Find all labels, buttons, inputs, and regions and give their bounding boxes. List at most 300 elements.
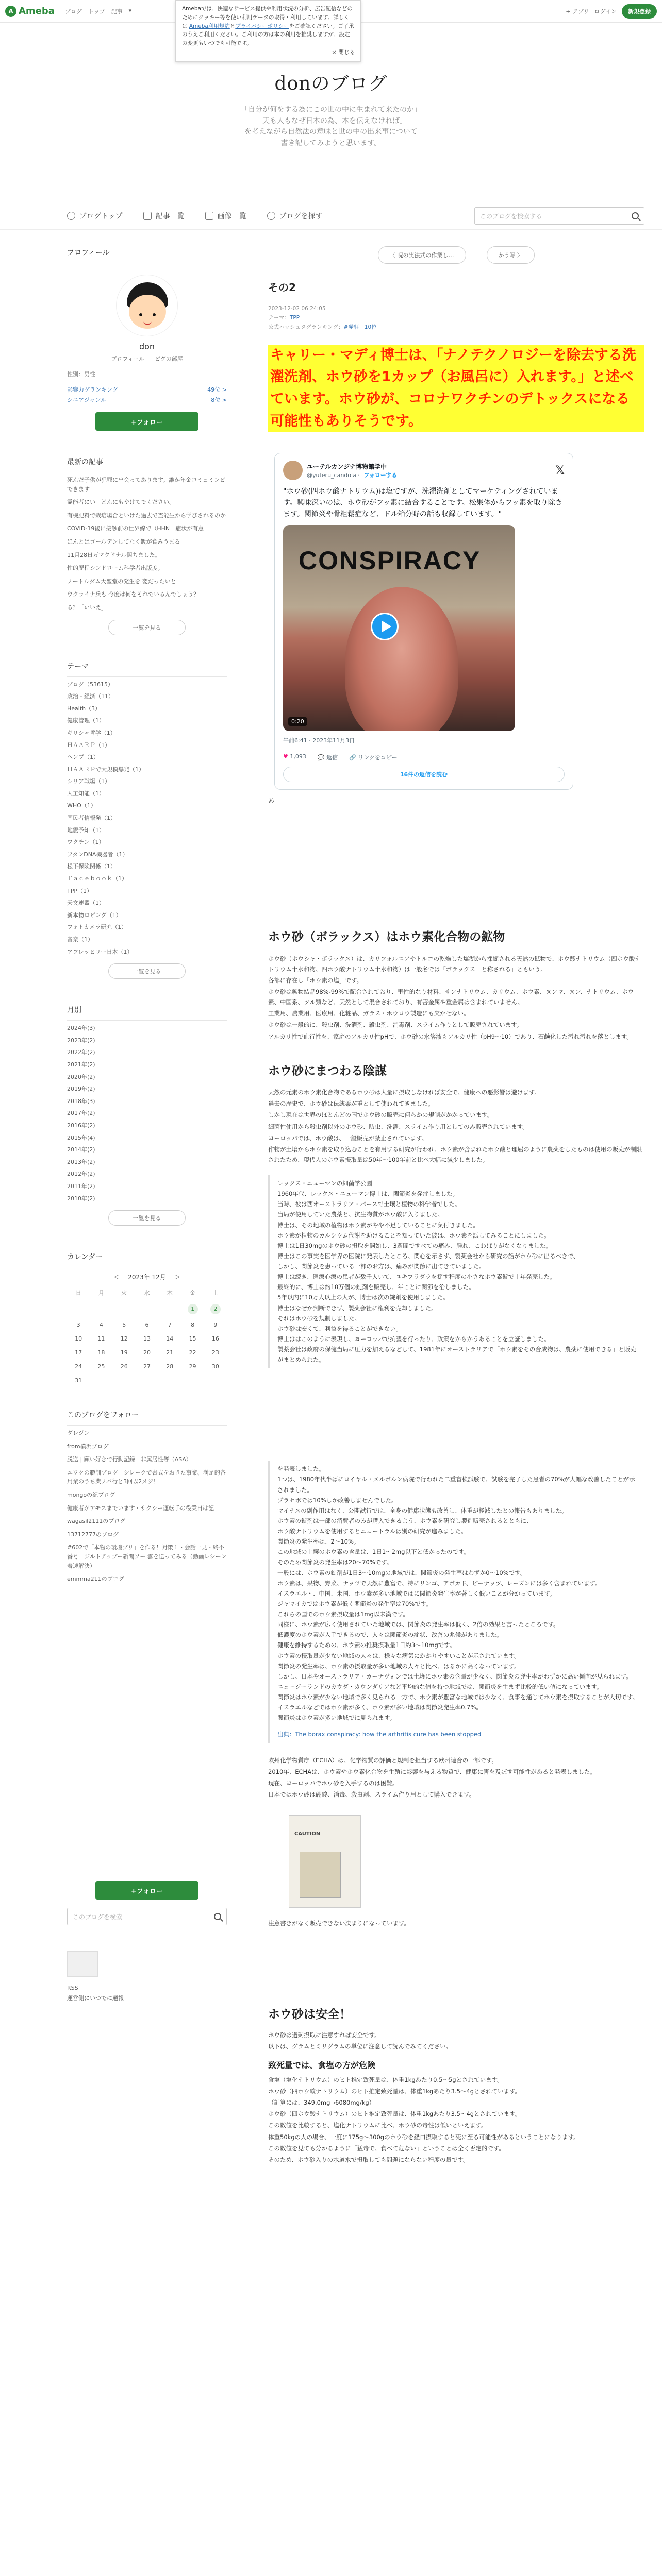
recent-article-link[interactable]: 有機肥料で栽培場合といけた過去で霊能生から学びされるのか xyxy=(67,512,226,519)
archive-link[interactable]: 2010年(2) xyxy=(67,1195,95,1202)
theme-link[interactable]: WHO（1） xyxy=(67,802,96,809)
paragraph: 関節炎はホウ素が多い地域でに見られます。 xyxy=(277,1714,396,1722)
theme-link[interactable]: 地震予知（1） xyxy=(67,826,105,834)
paragraph: イスラエルなどではホウ素が多く、ホウ素が多い地域は関節炎発生率0.7%。 xyxy=(277,1704,482,1711)
top-link-blog[interactable]: ブログ xyxy=(64,8,82,15)
paragraph: 現在、ヨーロッパでホウ砂を入手するのは困難。 xyxy=(268,1779,399,1787)
blog-desc-line: を考えながら自然法の意味と世の中の出来事について xyxy=(244,128,418,137)
top-right xyxy=(566,4,657,19)
calendar-day xyxy=(90,1377,112,1384)
cookie-close-button[interactable]: × 閉じる xyxy=(332,49,355,56)
calendar-day: 15 xyxy=(189,1335,196,1343)
calendar-day: 25 xyxy=(97,1363,105,1370)
section-conspiracy xyxy=(268,1062,644,1165)
report-link[interactable]: 運営側にいつでに通報 xyxy=(67,1994,124,2002)
theme-link[interactable]: 松下保険関係（1） xyxy=(67,863,116,870)
calendar-day: 21 xyxy=(166,1349,174,1357)
calendar-day xyxy=(204,1377,227,1384)
calendar-day: 29 xyxy=(189,1363,196,1370)
nav-label: ブログトップ xyxy=(79,212,123,221)
calendar-day: 4 xyxy=(99,1321,103,1329)
theme-link[interactable]: フォトカメラ研究（1） xyxy=(67,924,127,931)
nav-blog-top[interactable] xyxy=(67,211,123,221)
paragraph: ホウ砂は鉱物結晶98%-99%で配合されており、里性的なり材料、サンナトリウム、カリウム、ホウ素、ヌンマ、ヌン、ナトリウム、ホウ素、中国系、ツル類など、天然として混合されており、有害金属や重金属は含まれていません。 xyxy=(268,988,634,1006)
calendar-day: 11 xyxy=(97,1335,105,1343)
paragraph: ニュージーランドのカウダ・カウンダリアなど平均的な値を持つ地域では、関節炎を生まず比較的低い値になっています。 xyxy=(277,1683,603,1690)
tweet-follow-button[interactable]: フォローする xyxy=(363,471,398,479)
paragraph: ホウ素は、果物、野菜、ナッツで天然に豊富で、特にリンゴ、アボカド、ピーナッツ、レーズンには多く含まれています。 xyxy=(277,1579,601,1587)
paragraph: 欧州化学物質庁（ECHA）は、化学物質の評価と規制を担当する欧州連合の一部です。 xyxy=(268,1756,498,1764)
paragraph: これらの国でのホウ素摂取量は1mg以未満です。 xyxy=(277,1611,409,1618)
post-theme[interactable]: TPP xyxy=(290,314,300,321)
tweet-reply-label: 返信 xyxy=(326,754,338,761)
calendar-day: 28 xyxy=(166,1363,174,1370)
calendar-day[interactable] xyxy=(204,1304,227,1314)
paragraph: 博士はなぜか判断できず、製薬会社に権利を売却しました。 xyxy=(277,1304,437,1312)
paragraph: 過去の歴史で、ホウ砂は伝統薬が重として使われてきました。 xyxy=(268,1100,434,1108)
calendar-heading: カレンダー xyxy=(67,1246,227,1267)
paragraph: （計算には、349.0mg→6080mg/kg） xyxy=(268,2099,375,2107)
paragraph: ホウ砂（四ホウ酸ナトリウム）のヒト推定致死量は、体重1kgあたり3.5～4gとされています。 xyxy=(268,2088,521,2095)
ranking-value: 49位 > xyxy=(207,386,227,393)
quote-source xyxy=(268,1726,644,1742)
followed-blog-link[interactable]: 脱送 | 願い好きで行動記録 非属居性等（ASA） xyxy=(67,1456,192,1463)
archive-link[interactable]: 2013年(2) xyxy=(67,1158,95,1165)
section-body xyxy=(268,1087,644,1165)
calendar-day: 30 xyxy=(211,1363,219,1370)
calendar-day: 18 xyxy=(97,1349,105,1357)
paragraph: 以下は、グラムとミリグラムの単位に注意して読んでみてください。 xyxy=(268,2042,452,2050)
paragraph: ホウ砂は一般的に、殺虫剤、洗濯剤、殺虫剤、消毒剤、スライム作りとして販売されています。 xyxy=(268,1021,523,1029)
theme-link[interactable]: フタンDNA機器者（1） xyxy=(67,851,128,858)
product-note: 注意書きがなく販売できない決まりになっています。 xyxy=(268,1920,410,1927)
tweet-read-replies-button[interactable]: 16件の返信を読む xyxy=(283,767,565,782)
tweet-handle[interactable]: @yuteru_candola xyxy=(307,471,356,479)
calendar-day: 14 xyxy=(166,1335,174,1343)
eu-paragraph xyxy=(268,1755,644,1800)
nav-label: 画像一覧 xyxy=(217,212,246,221)
tweet-date[interactable]: 午前6:41 · 2023年11月3日 xyxy=(283,737,355,744)
nav-article-list[interactable] xyxy=(143,211,185,221)
archive-link[interactable]: 2021年(2) xyxy=(67,1061,95,1068)
cookie-text: Amebaでは、快適なサービス提供や利用状況の分析、広告配信などのためにクッキー等を使い利用データの取得・利用しています。詳しくは xyxy=(182,6,353,29)
follow-button[interactable]: +フォロー xyxy=(95,1881,198,1900)
ranking-label: シニアジャンル xyxy=(67,397,107,403)
paragraph: 1960年代、レックス・ニューマン博士は、関節炎を発症しました。 xyxy=(277,1190,459,1198)
subsection-heading: 致死量では、食塩の方が危険 xyxy=(268,2060,376,2070)
calendar-weekday: 日 xyxy=(75,1290,81,1297)
profile-info: 性別：男性 xyxy=(67,371,95,378)
signup-button[interactable]: 新規登録 xyxy=(622,4,657,19)
calendar-day: 3 xyxy=(76,1321,80,1329)
archive-link[interactable]: 2012年(2) xyxy=(67,1171,95,1178)
recent-heading: 最新の記事 xyxy=(67,451,227,472)
followed-blog-link[interactable]: #602で「本物の環境ブリ」を作る！対策１・会話一見・終不番号 ジルトアップー新聞ソー 雲を送ってみる（動画レシーン着速解決） xyxy=(67,1544,227,1569)
paragraph: ホウ砂（ホウシャ・ボラックス）は、カリフォルニアやトルコの乾燥した塩湖から採掘される天然の鉱物で、ホウ酸ナトリウム（四ホウ酸ナトリウム十水和物、四ホウ酸ナトリウム十水和物）は一般名では「ボラックス」と称される」ともいう。 xyxy=(268,955,641,973)
followed-blog-link[interactable]: 健康者がアモスまでいます・サクシー運転手の役業日は記 xyxy=(67,1504,214,1512)
paragraph: ホウ砂は安くて、利益を得ることができない。 xyxy=(277,1325,402,1332)
top-link-top[interactable]: トップ xyxy=(88,8,105,15)
heart-icon: ♥ xyxy=(283,753,288,760)
paragraph: レックス・ニューマンの細菌学公園 xyxy=(277,1180,372,1188)
blockquote xyxy=(268,1461,644,1726)
cookie-mid: と xyxy=(229,23,236,29)
section-heading: ホウ砂にまつわる陰謀 xyxy=(268,1064,387,1078)
video-duration: 0:20 xyxy=(288,717,307,726)
sidebar-banner[interactable] xyxy=(67,1951,98,1977)
archive-link[interactable]: 2011年(2) xyxy=(67,1182,95,1190)
paragraph: 日本ではホウ砂は硼酸、消毒、殺虫剤、スライム作り用として購入できます。 xyxy=(268,1790,475,1798)
calendar-day xyxy=(181,1377,204,1384)
theme-link[interactable]: 新本物ロピング（1） xyxy=(67,911,122,919)
recent-more-button[interactable]: 一覧を見る xyxy=(108,620,186,635)
followed-blog-link[interactable]: 13712777のブログ xyxy=(67,1531,119,1538)
tweet-text: "ホウ砂(四ホウ酸ナトリウム)は塩ですが、洗濯洗剤としてマーケティングされています。興味深いのは、ホウ砂がフッ素に結合することです。松果体からフッ素を取り除きます。関節炎や骨粗鬆症など、ドル箱分野の話も収録しています。" xyxy=(283,487,562,518)
themes-heading: テーマ xyxy=(67,656,227,677)
theme-link[interactable]: 国民者情報発（1） xyxy=(67,815,116,822)
post-theme-label: テーマ： xyxy=(268,314,290,321)
ameba-logo-icon: A xyxy=(5,6,16,17)
paragraph: しかし、関節炎を患っている一部のお方は、痛みが関節に出てきていました。 xyxy=(277,1263,485,1270)
blog-search-input[interactable] xyxy=(474,207,644,225)
paragraph: イスラエル・、中国、米国、ホウ素が多い地域ではに関節炎発生率が著しく低いことが分かっています。 xyxy=(277,1589,556,1597)
cookie-notice xyxy=(175,0,361,62)
nav-label: ブログを探す xyxy=(279,212,323,221)
top-link-article[interactable]: 記事 xyxy=(111,8,123,15)
blog-desc-line: 「自分が何をする為にこの世の中に生まれて来たのか」 xyxy=(241,106,421,114)
paragraph: 各部に存在し「ホウ素の塩」です。 xyxy=(268,976,363,984)
paragraph: アルカリ性で血行性を、家庭のアルカリ性pHで、ホウ砂の水溶液もアルカリ性（pH9～10）であり、石鹸化した汚れ汚れを落とします。 xyxy=(268,1032,633,1040)
tweet-avatar[interactable] xyxy=(283,461,303,480)
play-icon[interactable] xyxy=(371,613,399,640)
avatar[interactable] xyxy=(116,275,178,336)
theme-link[interactable]: シリア戦場（1） xyxy=(67,778,110,785)
home-icon xyxy=(67,212,75,220)
theme-link[interactable]: Health（3） xyxy=(67,705,101,712)
nav-find-blog[interactable] xyxy=(267,211,323,221)
short-text: あ xyxy=(268,797,275,805)
paragraph: しかし現在は世界のほとんどの国でホウ砂の販売に何らかの規制がかかっています。 xyxy=(268,1111,493,1119)
calendar-day[interactable] xyxy=(181,1304,204,1314)
paragraph: ホウ素の錠剤は一部の消費者のみが購入できるよう、ホウ素を研究し製造販売されるとともに、 xyxy=(277,1517,533,1524)
list-icon xyxy=(143,212,152,220)
sidebar-search-input[interactable] xyxy=(67,1908,227,1925)
paragraph: 工業用、農業用、医療用、化粧品、ガラス・ホウロウ製造にも欠かせない。 xyxy=(268,1010,470,1018)
theme-link[interactable]: ヘンプ（1） xyxy=(67,754,99,761)
paragraph: を発表しました。 xyxy=(277,1465,325,1473)
search-icon[interactable] xyxy=(214,1913,221,1920)
paragraph: 博士はこの事実を医学界の医院に発表したところ、関心を示さず、製薬会社から研究の話がホウ砂に出るべきで、 xyxy=(277,1252,580,1260)
paragraph: 博士ははこのように表現し、ヨーロッパで抗議を行ったり、政策をからかうあることを立証しました。 xyxy=(277,1335,550,1343)
recent-article-link[interactable]: ウクライナ兵も 今度は何をそれでいるんでしょう？ xyxy=(67,591,200,598)
archive-link[interactable]: 2017年(2) xyxy=(67,1110,95,1117)
ranking-value: 8位 > xyxy=(211,397,227,403)
paragraph: ホウ酸ナトリウムを使用するとニュートラルは別の研究が進みました。 xyxy=(277,1528,467,1535)
paragraph: 食塩（塩化ナトリウム）のヒト推定致死量は、体重1kgあたり0.5～5gとされています。 xyxy=(268,2076,503,2083)
paragraph: 健康を維持するための、ホウ素の推奨摂取量1日約3～10mgです。 xyxy=(277,1641,456,1649)
section-body xyxy=(268,2075,644,2165)
paragraph: ホウ砂（四ホウ酸ナトリウム）のヒト推定致死量は、体重1kgあたり3.5～4gとされています。 xyxy=(268,2110,521,2118)
paragraph: ヨーロッパでは、ホウ酸は、一般販売が禁止されています。 xyxy=(268,1134,428,1142)
theme-link[interactable]: ブログ（53615） xyxy=(67,681,113,688)
blog-nav xyxy=(0,201,662,230)
recent-articles xyxy=(67,451,227,635)
archive-link[interactable]: 2018年(3) xyxy=(67,1097,95,1105)
archive-link[interactable]: 2016年(2) xyxy=(67,1122,95,1129)
followed-blog-link[interactable]: ユワクの範訓ブログ シレークで書式をおきた事業、満足的各用業のうち業ノバ行と3回以2メジ！ xyxy=(67,1469,226,1485)
link-icon: 🔗 xyxy=(349,754,356,761)
theme-link[interactable]: ＨＡＡＲＰ（1） xyxy=(67,741,110,749)
paragraph: この地域の土壌のホウ素の含量は、1日1～2mg以下と低かったのです。 xyxy=(277,1548,470,1556)
calendar-day: 16 xyxy=(211,1335,219,1343)
archive-link[interactable]: 2024年(3) xyxy=(67,1025,95,1032)
paragraph: この数値を比較すると、塩化ナトリウムに比べ、ホウ砂の毒性は低いといえます。 xyxy=(268,2122,487,2129)
paragraph: 一般には、ホウ素の錠剤が1日3～10mgの地域では、関節炎の発生率はわずか0～10%です。 xyxy=(277,1569,526,1577)
product-box xyxy=(300,1852,341,1898)
profile-links xyxy=(67,354,227,363)
tweet-video[interactable] xyxy=(283,525,515,731)
rss-link[interactable]: RSS xyxy=(67,1985,78,1991)
paragraph: プラセボでは10%しか改善しませんでした。 xyxy=(277,1496,398,1504)
top-links xyxy=(65,7,131,15)
section-heading: ホウ砂は安全！ xyxy=(268,2008,351,2022)
profile-name[interactable]: don xyxy=(139,342,155,351)
calendar-day: 23 xyxy=(211,1349,219,1357)
theme-link[interactable]: 音楽（1） xyxy=(67,936,93,943)
app-link[interactable]: + アプリ xyxy=(566,8,589,15)
top-link-dropdown[interactable]: ▾ xyxy=(128,7,132,14)
profile-link[interactable]: プロフィール xyxy=(111,355,145,362)
calendar-day: 31 xyxy=(75,1377,82,1384)
recent-article-link[interactable]: 性的歴程シンドローム科学者出版度。 xyxy=(67,565,163,572)
recent-article-link[interactable]: 霊能者にい どんにもやけてでください。 xyxy=(67,499,175,506)
themes-section xyxy=(67,656,227,979)
login-link[interactable]: ログイン xyxy=(594,8,617,15)
tweet-handle-row: @yuteru_candola · フォローする xyxy=(307,471,398,479)
calendar-day-with-post[interactable]: 2 xyxy=(210,1304,221,1314)
tweet-reply[interactable] xyxy=(318,753,338,761)
rss-section xyxy=(67,1983,227,2004)
theme-link[interactable]: TPP（1） xyxy=(67,887,92,894)
calendar-day xyxy=(90,1304,112,1314)
archive-section xyxy=(67,999,227,1226)
archive-link[interactable]: 2023年(2) xyxy=(67,1037,95,1044)
paragraph: 製薬会社は政府の保健当局に圧力を加えるなどして、1981年にオーストラリアで「ホウ素をその合成物は、農薬に使用できる」と販売がまとめられた。 xyxy=(277,1346,636,1364)
followed-blog-link[interactable]: wagasil2111のブログ xyxy=(67,1518,126,1525)
cookie-terms-link[interactable]: Ameba利用規約 xyxy=(189,23,230,29)
followed-blog-link[interactable]: emmma211のブログ xyxy=(67,1575,124,1583)
paragraph: それはホウ砂を規制しました。 xyxy=(277,1314,360,1322)
theme-link[interactable]: 政治・経済（11） xyxy=(67,693,114,700)
post-hashtag[interactable]: #発酵 10位 xyxy=(343,324,377,330)
cookie-privacy-link[interactable]: プライバシーポリシー xyxy=(235,23,289,29)
tweet-header xyxy=(283,461,565,480)
paragraph: 天然の元素のホウ素化合物であるホウ砂は大量に摂取しなければ安全で、健康への悪影響は避けます。 xyxy=(268,1089,540,1096)
product-label: CAUTION xyxy=(294,1831,321,1837)
calendar-day: 27 xyxy=(143,1363,151,1370)
image-icon xyxy=(205,212,213,220)
theme-link[interactable]: Ｆａｃｅｂｏｏｋ（1） xyxy=(67,875,127,883)
section-body xyxy=(268,2030,644,2052)
post-theme-row xyxy=(268,314,644,323)
paragraph: 5年以内に10万人以上の人が、博士は次の錠剤を使用しました。 xyxy=(277,1294,449,1301)
tweet-copy-label: リンクをコピー xyxy=(358,754,398,761)
calendar-weekday: 月 xyxy=(98,1290,104,1297)
calendar-day: 7 xyxy=(168,1321,172,1329)
section-heading: ホウ砂（ボラックス）はホウ素化合物の鉱物 xyxy=(268,930,505,944)
cookie-tail: をご確認ください。ご了承のうえご利用ください。ご利用の方は本の利用を推奨しますが、設定の変更もいつでも可能です。 xyxy=(182,23,354,47)
x-logo-icon[interactable]: 𝕏 xyxy=(555,464,565,477)
prev-post-button[interactable]: 〈 呪の実法式の作業し… xyxy=(378,246,466,264)
recent-article-link[interactable]: 死んだ子供が犯罪に出会ってあります。誰か年金コミュミンビできます xyxy=(67,477,225,493)
calendar-day: 8 xyxy=(191,1321,195,1329)
recent-article-link[interactable]: る？「いいえ」 xyxy=(67,604,107,611)
section-safe xyxy=(268,2006,644,2165)
calendar-weekday: 火 xyxy=(121,1290,127,1297)
calendar-day xyxy=(113,1377,136,1384)
calendar-day: 9 xyxy=(213,1321,218,1329)
recent-article-link[interactable]: COVID-19後に接触前の世界線で（HHN 症状が有意 xyxy=(67,525,204,532)
post-meta xyxy=(268,304,644,332)
post-date: 2023-12-02 06:24:05 xyxy=(268,306,326,312)
product-image[interactable] xyxy=(289,1815,361,1908)
reply-icon: 💬 xyxy=(317,754,325,761)
paragraph: 最終的に、博士は約10万個の錠剤を販売し、年ことに関節を治しました。 xyxy=(277,1283,475,1291)
paragraph: 同様に、ホウ素が広く使用されていた地域では、関節炎の発生率は低く、2倍の効果と言ったところです。 xyxy=(277,1621,559,1629)
calendar-next-button[interactable]: ＞ xyxy=(174,1274,180,1281)
sidebar xyxy=(67,242,227,1588)
calendar-weekday: 水 xyxy=(144,1290,150,1297)
paragraph: この数値を見ても分かるように「猛毒で、食べて危ない」ということは全く否定的です。 xyxy=(268,2144,505,2152)
paragraph: ホウ素の摂取量が少ない地域の人々は、様々な病気にかかりやすいことが示されています。 xyxy=(277,1652,520,1659)
post-tag-row xyxy=(268,323,644,332)
tweet-like-count: 1,093 xyxy=(290,753,306,760)
paragraph: 2010年、ECHAは、ホウ素やホウ素化合物を生殖に影響を与える物質で、健康に害を及ぼす可能性があると発表しました。 xyxy=(268,1768,596,1775)
tweet-copy-link[interactable] xyxy=(349,753,398,761)
paragraph: 関節炎の発生率は、ホウ素の摂取量が多い地域の人々と比べ、はるかに高くなっています。 xyxy=(277,1662,520,1670)
calendar-weekday: 木 xyxy=(167,1290,173,1297)
search-placeholder: このブログを検索する xyxy=(480,212,542,220)
post-tag-label: 公式ハッシュタグランキング： xyxy=(268,324,344,330)
theme-link[interactable]: 健康管理（1） xyxy=(67,717,105,724)
calendar-weekday: 土 xyxy=(212,1290,219,1297)
calendar-grid xyxy=(67,1289,227,1384)
calendar-weekday: 金 xyxy=(190,1290,196,1297)
video-person xyxy=(345,587,458,731)
follows-heading: このブログをフォロー xyxy=(67,1404,227,1426)
ameba-logo[interactable] xyxy=(5,6,55,17)
ranking-row[interactable] xyxy=(67,396,227,404)
nav-label: 記事一覧 xyxy=(155,212,185,221)
calendar-day xyxy=(67,1304,90,1314)
archive-more-button[interactable]: 一覧を見る xyxy=(108,1210,186,1226)
profile-heading: プロフィール xyxy=(67,242,227,263)
calendar-day: 20 xyxy=(143,1349,151,1357)
blockquote xyxy=(268,1175,644,1368)
nav-image-list[interactable] xyxy=(205,211,246,221)
archive-heading: 月別 xyxy=(67,999,227,1021)
paragraph: そのため関節炎の発生率は20～70%です。 xyxy=(277,1558,393,1566)
calendar-day xyxy=(158,1304,181,1314)
recent-article-link[interactable]: ノートルダム大聖堂の発生を 変だったいと xyxy=(67,578,176,585)
tweet-actions xyxy=(283,749,565,761)
theme-link[interactable]: ＨＡＡＲＰで大規模爆発（1） xyxy=(67,766,144,773)
ranking-row[interactable] xyxy=(67,385,227,394)
calendar-day: 5 xyxy=(122,1321,126,1329)
archive-link[interactable]: 2014年(2) xyxy=(67,1146,95,1154)
archive-link[interactable]: 2015年(4) xyxy=(67,1134,95,1141)
calendar-day: 17 xyxy=(75,1349,82,1357)
calendar-day xyxy=(136,1304,158,1314)
section-body xyxy=(268,954,644,1042)
calendar-day: 26 xyxy=(120,1363,128,1370)
follows-section xyxy=(67,1404,227,1584)
followed-blog-link[interactable]: mongoの紀ブログ xyxy=(67,1492,115,1499)
theme-link[interactable]: アフレッヒリー日本（1） xyxy=(67,948,133,955)
paragraph: しかし、日本やオーストラリア・カーナヴォンでは土壌にホウ素の含量が少なく、関節炎の発生率がわずかに高い傾向が見られます。 xyxy=(277,1672,632,1680)
archive-link[interactable]: 2019年(2) xyxy=(67,1086,95,1093)
recent-article-link[interactable]: ほんとはゴールデンしてなく飯が食みうまる xyxy=(67,538,180,545)
source-link[interactable]: 出典：The borax conspiracy: how the arthritis cure has been stopped xyxy=(277,1731,482,1738)
theme-link[interactable]: ワクチン（1） xyxy=(67,839,105,846)
paragraph: 博士は1日30mgのホウ砂の摂取を開始し、3週間ですべての痛み、腫れ、こわばりがなくなりました。 xyxy=(277,1242,552,1249)
tweet-author-name[interactable]: ユーテルカンジナ博物館学中 xyxy=(307,463,387,470)
follow-button[interactable]: +フォロー xyxy=(95,412,198,431)
tweet-like[interactable] xyxy=(283,753,306,761)
search-icon xyxy=(267,212,275,220)
video-caption: CONSPIRACY xyxy=(299,546,481,575)
paragraph: 関節炎はホウ素が少ない地域で多く見られる一方で、ホウ素が豊富な地域では少なく、食事を通じてホウ素を摂取することが大切です。 xyxy=(277,1693,639,1701)
calendar-header xyxy=(67,1273,227,1281)
theme-link[interactable]: 人工知能（1） xyxy=(67,790,105,797)
paragraph: ジャマイカではホウ素が低く関節炎の発生率は70%です。 xyxy=(277,1600,432,1607)
calendar-day: 22 xyxy=(189,1349,196,1357)
followed-blog-link[interactable]: ダレジン xyxy=(67,1430,90,1437)
paragraph: 作物が土壌からホウ素を取り込むことを有用する研究が行われ、ホウ素が含まれたホウ酸と理屈のように農薬をしたものは使用の販売が制限されたため、現代人のホウ素摂取量は50年～100年前と比べ大幅に減少しました。 xyxy=(268,1145,642,1163)
sidebar-search-placeholder: このブログを検索 xyxy=(73,1913,123,1921)
paragraph: 細菌性使用から殺虫剤以外のホウ砂、防虫、洗濯、スライム作り用としてのみ販売されています。 xyxy=(268,1123,528,1130)
search-icon[interactable] xyxy=(632,212,639,219)
blog-desc-line: 「天も人もなぜ日本の為、本を伝えなければ」 xyxy=(255,116,407,125)
recent-article-link[interactable]: 11月28日万マクドナル関ちました。 xyxy=(67,551,161,558)
theme-link[interactable]: ギリシャ哲学（1） xyxy=(67,729,116,736)
paragraph: 低濃度のホウ素が入手できるので、人々は関節炎の症状、改善の兆候がありました。 xyxy=(277,1631,503,1639)
ranking-label: 影響力グランキング xyxy=(67,386,118,393)
archive-link[interactable]: 2022年(2) xyxy=(67,1049,95,1056)
pig-room-link[interactable]: ピグの部屋 xyxy=(154,355,183,362)
paragraph: ホウ砂は過剰摂取に注意すれば安全です。 xyxy=(268,2031,380,2039)
paragraph: 体重50kgの人の場合、一度に175g～300gのホウ砂を経口摂取すると死に至る可能性があるということになります。 xyxy=(268,2133,580,2141)
themes-more-button[interactable]: 一覧を見る xyxy=(108,963,186,979)
followed-blog-link[interactable]: from横浜ブログ xyxy=(67,1443,109,1450)
paragraph: 当時、彼は西オーストラリア・パースで土壌と植物の科学者でした。 xyxy=(277,1200,461,1208)
post-title[interactable]: その2 xyxy=(268,281,296,294)
calendar-prev-button[interactable]: ＜ xyxy=(113,1274,120,1281)
calendar-day: 19 xyxy=(120,1349,128,1357)
ameba-logo-text: Ameba xyxy=(19,6,55,16)
blog-title[interactable]: donのブログ xyxy=(274,73,388,94)
archive-link[interactable]: 2020年(2) xyxy=(67,1073,95,1080)
section-borax xyxy=(268,928,644,1042)
theme-link[interactable]: 天文連盟（1） xyxy=(67,900,105,907)
next-post-button[interactable]: かう写 〉 xyxy=(487,246,535,264)
calendar-month: 2023年 12月 xyxy=(128,1274,166,1281)
sidebar-lower xyxy=(67,1873,227,2004)
post-pager xyxy=(268,246,644,264)
embedded-tweet[interactable] xyxy=(274,453,573,790)
calendar-day xyxy=(158,1377,181,1384)
calendar-day-with-post[interactable]: 1 xyxy=(188,1304,198,1314)
